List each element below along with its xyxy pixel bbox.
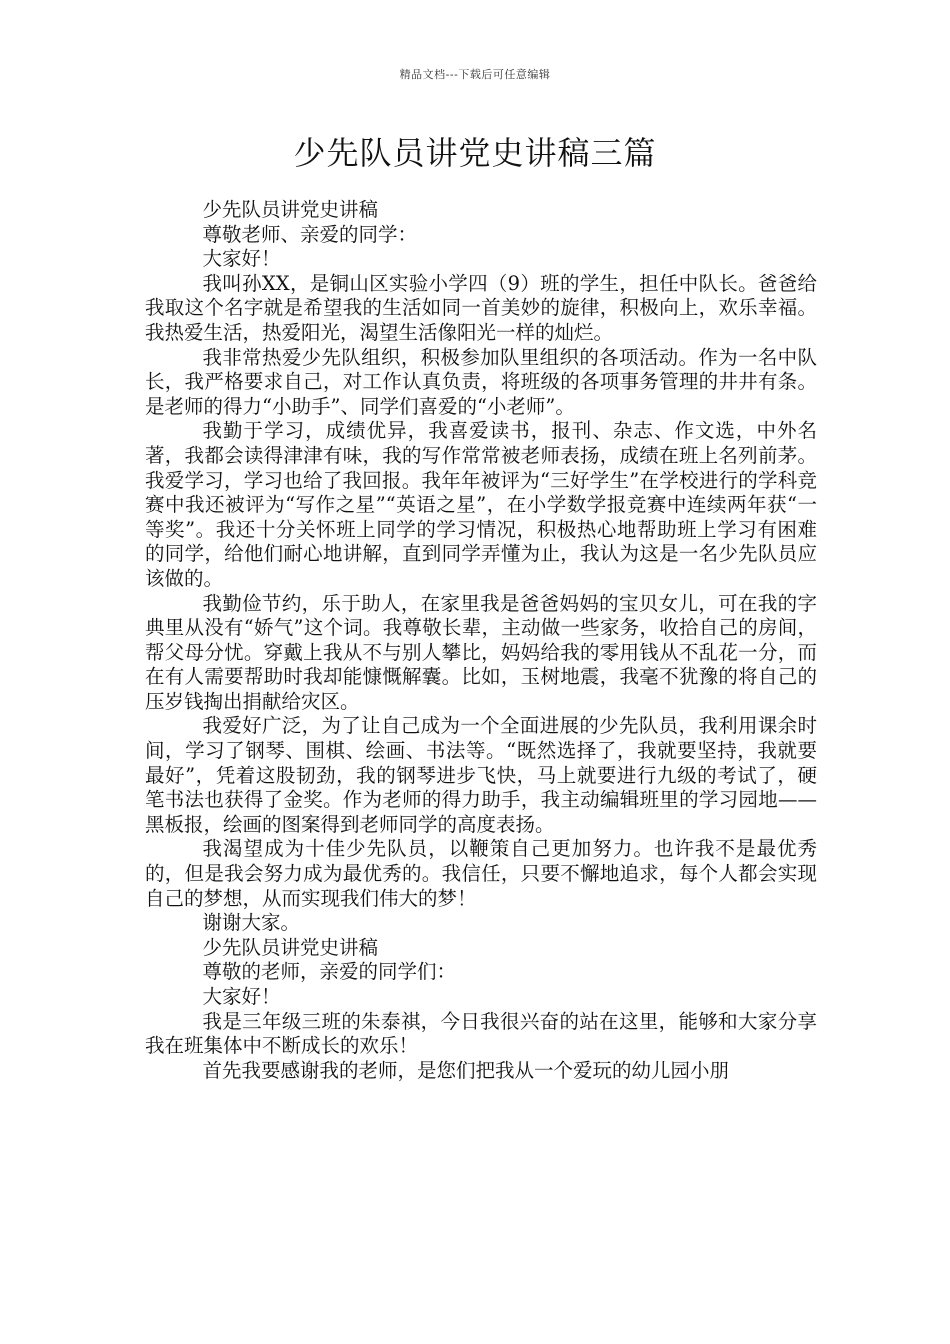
paragraph: 尊敬老师、亲爱的同学： <box>202 222 418 246</box>
paragraph: 我勤俭节约，乐于助人，在家里我是爸爸妈妈的宝贝女儿，可在我的字典里从没有“娇气”这个词。我尊敬长辈，主动做一些家务，收拾自己的房间，帮父母分忧。穿戴上我从不与别人攀比，妈妈给我的零用钱从不乱花一分，而在有人需要帮助时我却能慷慨解囊。比如，玉树地震，我毫不犹豫的将自己的压岁钱掏出捐献给灾区。 <box>145 591 817 713</box>
paragraph: 我爱好广泛，为了让自己成为一个全面进展的少先队员，我利用课余时间，学习了钢琴、围棋、绘画、书法等。“既然选择了，我就要坚持，我就要最好”，凭着这股韧劲，我的钢琴进步飞快，马上就要进行九级的考试了，硬笔书法也获得了金奖。作为老师的得力助手，我主动编辑班里的学习园地——黑板报，绘画的图案得到老师同学的高度表扬。 <box>145 714 817 836</box>
paragraph: 大家好！ <box>202 985 281 1008</box>
paragraph: 我非常热爱少先队组织，积极参加队里组织的各项活动。作为一名中队长，我严格要求自己，对工作认真负责，将班级的各项事务管理的井井有条。是老师的得力“小助手”、同学们喜爱的“小老师”。 <box>145 345 817 418</box>
document-title: 少先队员讲党史讲稿三篇 <box>293 134 657 172</box>
paragraph: 大家好！ <box>202 247 281 271</box>
header-note: 精品文档---下载后可任意编辑 <box>399 68 551 81</box>
paragraph: 我勤于学习，成绩优异，我喜爱读书，报刊、杂志、作文选，中外名著，我都会读得津津有味，我的写作常常被老师表扬，成绩在班上名列前茅。我爱学习，学习也给了我回报。我年年被评为“三好学生”在学校进行的学科竞赛中我还被评为“写作之星”“英语之星”，在小学数学报竞赛中连续两年获“一等奖”。我还十分关怀班上同学的学习情况，积极热心地帮助班上学习有困难的同学，给他们耐心地讲解，直到同学弄懂为止，我认为这是一名少先队员应该做的。 <box>145 419 817 590</box>
paragraph: 少先队员讲党史讲稿 <box>202 198 379 221</box>
paragraph: 我是三年级三班的朱泰祺，今日我很兴奋的站在这里，能够和大家分享我在班集体中不断成长的欢乐！ <box>145 1009 817 1058</box>
paragraph: 谢谢大家。 <box>202 911 301 935</box>
paragraph: 首先我要感谢我的老师，是您们把我从一个爱玩的幼儿园小朋 <box>202 1058 730 1082</box>
paragraph: 我渴望成为十佳少先队员，以鞭策自己更加努力。也许我不是最优秀的，但是我会努力成为最优秀的。我信任，只要不懈地追求，每个人都会实现自己的梦想，从而实现我们伟大的梦！ <box>145 837 817 910</box>
paragraph: 少先队员讲党史讲稿 <box>202 935 379 959</box>
paragraph: 我叫孙XX，是铜山区实验小学四（9）班的学生，担任中队长。爸爸给我取这个名字就是希望我的生活如同一首美妙的旋律，积极向上，欢乐幸福。我热爱生活，热爱阳光，渴望生活像阳光一样的灿烂。 <box>145 271 817 344</box>
paragraph: 尊敬的老师，亲爱的同学们： <box>202 960 457 984</box>
document-body <box>145 198 817 1083</box>
